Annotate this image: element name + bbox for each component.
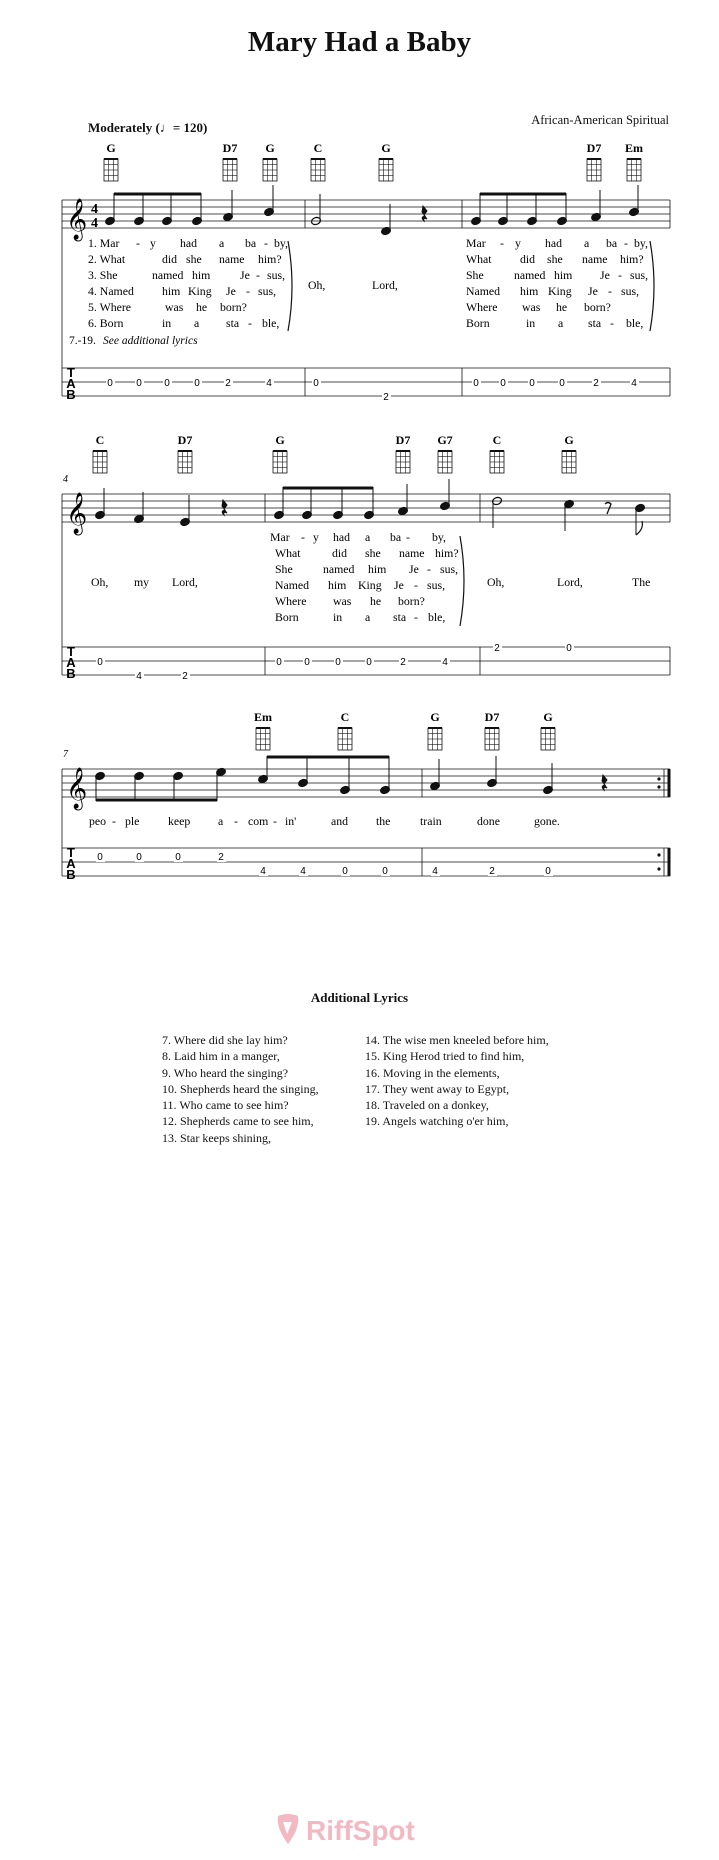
lyric-syllable: King	[358, 578, 382, 592]
lyric-syllable: -	[136, 236, 140, 250]
lyric-syllable: sta	[393, 610, 407, 624]
quarter-rest	[422, 206, 427, 221]
lyric-syllable: he	[196, 300, 208, 314]
chord-diagram	[428, 728, 442, 750]
additional-lyrics-right-column	[365, 1032, 549, 1130]
lyric-syllable: Mar	[270, 530, 290, 544]
lyric-syllable: King	[188, 284, 212, 298]
additional-lyrics-hint: See additional lyrics	[103, 335, 198, 347]
chord-name: G	[381, 141, 391, 155]
chord-name: D7	[395, 433, 411, 447]
chord-diagram	[223, 159, 237, 181]
lyric-syllable: did	[332, 546, 348, 560]
lyric-syllable: had	[333, 530, 351, 544]
lyric-syllable: Mar	[466, 236, 486, 250]
lyric-syllable: sus,	[267, 268, 286, 282]
repeat-dot	[657, 777, 660, 780]
logo-text: RiffSpot	[306, 1815, 415, 1846]
verse-bracket	[650, 241, 654, 331]
lyric-syllable: was	[333, 594, 352, 608]
lyric-syllable: sta	[226, 316, 240, 330]
lyric-syllable: sus,	[258, 284, 277, 298]
lyric-syllable: She	[275, 562, 293, 576]
tab-number: 4	[432, 866, 438, 877]
lyric-syllable: 5. Where	[88, 300, 132, 314]
lyric-syllable: -	[301, 530, 305, 544]
tab-number: 0	[97, 852, 103, 863]
chord-diagram	[263, 159, 277, 181]
repeat-dot	[657, 867, 660, 870]
lyric-syllable: Lord,	[172, 575, 198, 589]
lyric-syllable: Lord,	[557, 575, 583, 589]
tab-letter: B	[66, 867, 76, 882]
lyric-syllable: -	[264, 236, 268, 250]
lyric-syllable: gone.	[534, 814, 560, 828]
tab-letter: A	[66, 376, 76, 391]
chord-name: G	[543, 710, 553, 724]
chord-name: C	[340, 710, 350, 724]
tab-letter: A	[66, 655, 76, 670]
lyric-syllable: she	[186, 252, 202, 266]
chord-diagram	[178, 451, 192, 473]
tab-number: 0	[473, 378, 479, 389]
lyric-syllable: a	[219, 236, 225, 250]
quarter-note-icon: ♩	[159, 120, 173, 135]
tab-number: 4	[136, 671, 142, 682]
tab-number: 4	[631, 378, 637, 389]
lyric-syllable: in	[333, 610, 343, 624]
lyric-syllable: -	[618, 268, 622, 282]
lyric-syllable: The	[632, 575, 651, 589]
lyric-syllable: Where	[466, 300, 498, 314]
additional-lyric-line: 12. Shepherds came to see him,	[162, 1114, 314, 1129]
lyric-syllable: -	[610, 316, 614, 330]
lyric-syllable: keep	[168, 814, 191, 828]
tab-number: 0	[566, 643, 572, 654]
lyric-syllable: Je	[600, 268, 610, 282]
lyric-syllable: Je	[226, 284, 236, 298]
chord-diagram	[311, 159, 325, 181]
tempo-marking: Moderately (♩= 120)	[88, 120, 208, 135]
lyric-syllable: named	[152, 268, 184, 282]
lyric-syllable: him	[368, 562, 387, 576]
lyric-syllable: a	[218, 814, 224, 828]
chord-name: Em	[254, 710, 272, 724]
lyric-syllable: a	[558, 316, 564, 330]
tab-number: 0	[559, 378, 565, 389]
tab-number: 0	[529, 378, 535, 389]
lyric-syllable: Lord,	[372, 278, 398, 292]
lyric-syllable: name	[399, 546, 425, 560]
lyric-syllable: and	[331, 814, 349, 828]
chord-diagram	[490, 451, 504, 473]
lyric-syllable: -	[246, 284, 250, 298]
lyric-syllable: ble,	[428, 610, 446, 624]
tempo-bpm: = 120	[172, 120, 204, 135]
lyric-syllable: the	[376, 814, 391, 828]
additional-lyric-line: 7. Where did she lay him?	[162, 1033, 288, 1047]
tab-letter: T	[67, 845, 75, 860]
lyric-syllable: by,	[432, 530, 446, 544]
notes-system-2	[95, 479, 646, 535]
lyric-syllable: him	[554, 268, 573, 282]
chord-diagram	[256, 728, 270, 750]
lyric-syllable: What	[466, 252, 492, 266]
quarter-rest	[222, 500, 227, 515]
chord-name: C	[313, 141, 323, 155]
lyric-syllable: Oh,	[91, 575, 109, 589]
chord-diagram	[438, 451, 452, 473]
lyric-syllable: by,	[274, 236, 288, 250]
tab-number: 0	[107, 378, 113, 389]
lyric-syllable: -	[414, 578, 418, 592]
tab-number: 0	[382, 866, 388, 877]
tab-number: 2	[225, 378, 231, 389]
lyric-syllable: Je	[394, 578, 404, 592]
chord-diagram	[587, 159, 601, 181]
additional-lyric-line: 14. The wise men kneeled before him,	[365, 1033, 549, 1047]
lyric-syllable: him	[328, 578, 347, 592]
lyric-syllable: in	[162, 316, 172, 330]
additional-lyrics-note: 7.-19.	[69, 335, 96, 347]
additional-lyric-line: 19. Angels watching o'er him,	[365, 1114, 509, 1129]
verse-bracket	[460, 536, 464, 626]
lyric-syllable: a	[365, 530, 371, 544]
tab-letter: A	[66, 856, 76, 871]
repeat-dot	[657, 853, 660, 856]
lyric-syllable: Je	[409, 562, 419, 576]
chord-diagram	[104, 159, 118, 181]
chord-diagram	[273, 451, 287, 473]
lyric-syllable: sus,	[621, 284, 640, 298]
lyric-syllable: in	[526, 316, 536, 330]
lyric-syllable: a	[194, 316, 200, 330]
lyric-syllable: him?	[258, 252, 282, 266]
tab-number: 0	[276, 657, 282, 668]
lyric-syllable: com	[248, 814, 269, 828]
time-signature-bottom: 4	[91, 216, 98, 231]
lyric-syllable: name	[582, 252, 608, 266]
lyric-syllable: ba	[606, 236, 618, 250]
tab-number: 0	[342, 866, 348, 877]
lyric-syllable: was	[522, 300, 541, 314]
lyric-syllable: she	[547, 252, 563, 266]
tab-letter: T	[67, 365, 75, 380]
tab-number: 4	[266, 378, 272, 389]
tab-number: 4	[260, 866, 266, 877]
tab-number: 4	[442, 657, 448, 668]
lyric-syllable: y	[150, 236, 156, 250]
lyric-syllable: did	[520, 252, 536, 266]
additional-lyrics-heading: Additional Lyrics	[310, 990, 409, 1005]
lyric-syllable: in'	[285, 814, 297, 828]
lyrics-system-2	[91, 530, 650, 626]
tab-number: 0	[366, 657, 372, 668]
lyric-syllable: him?	[435, 546, 459, 560]
lyric-syllable: Born	[275, 610, 299, 624]
lyric-syllable: born?	[220, 300, 247, 314]
tab-number: 0	[175, 852, 181, 863]
chord-name: G	[265, 141, 275, 155]
lyric-syllable: ble,	[262, 316, 280, 330]
lyric-syllable: had	[545, 236, 563, 250]
additional-lyric-line: 15. King Herod tried to find him,	[365, 1049, 525, 1064]
chord-name: C	[492, 433, 502, 447]
lyric-syllable: was	[165, 300, 184, 314]
tab-number: 0	[136, 378, 142, 389]
lyric-syllable: him	[162, 284, 181, 298]
tab-letter: T	[67, 644, 75, 659]
lyric-syllable: he	[556, 300, 568, 314]
lyric-syllable: 2. What	[88, 252, 126, 266]
lyric-syllable: him?	[620, 252, 644, 266]
quarter-rest	[602, 775, 607, 790]
lyric-syllable: y	[515, 236, 521, 250]
additional-lyric-line: 13. Star keeps shining,	[162, 1130, 271, 1145]
chord-name: D7	[222, 141, 238, 155]
chord-diagram	[93, 451, 107, 473]
measure-number: 4	[63, 474, 68, 485]
chord-diagram	[338, 728, 352, 750]
tab-number: 0	[97, 657, 103, 668]
lyric-syllable: sus,	[630, 268, 649, 282]
tab-number: 0	[164, 378, 170, 389]
lyric-syllable: Born	[466, 316, 490, 330]
additional-lyric-line: 10. Shepherds heard the singing,	[162, 1081, 319, 1096]
lyric-syllable: sus,	[427, 578, 446, 592]
tab-number: 2	[182, 671, 188, 682]
time-signature-top: 4	[91, 202, 98, 217]
lyric-syllable: -	[112, 814, 116, 828]
treble-clef: 𝄞	[66, 493, 88, 533]
lyric-syllable: a	[365, 610, 371, 624]
lyric-syllable: Oh,	[308, 278, 326, 292]
lyric-syllable: ble,	[626, 316, 644, 330]
lyric-syllable: done	[477, 814, 500, 828]
verse-bracket	[288, 241, 292, 331]
guitar-pick-icon	[278, 1814, 299, 1844]
chord-row-3	[254, 710, 555, 750]
lyric-syllable: had	[180, 236, 198, 250]
lyric-syllable: -	[406, 530, 410, 544]
staff-1	[62, 200, 670, 396]
lyric-syllable: -	[414, 610, 418, 624]
tab-number: 2	[383, 392, 389, 403]
additional-lyric-line: 9. Who heard the singing?	[162, 1065, 289, 1080]
lyric-syllable: -	[624, 236, 628, 250]
lyric-syllable: born?	[584, 300, 611, 314]
lyric-syllable: -	[256, 268, 260, 282]
lyric-syllable: sus,	[440, 562, 459, 576]
chord-diagram	[541, 728, 555, 750]
lyric-syllable: Named	[275, 578, 310, 592]
tempo-label: Moderately	[88, 120, 153, 135]
chord-name: G	[106, 141, 116, 155]
tab-staff-1	[62, 368, 670, 396]
lyric-syllable: She	[466, 268, 484, 282]
lyric-syllable: him	[520, 284, 539, 298]
chord-row-1	[104, 141, 643, 181]
notes-system-3	[95, 756, 607, 801]
tab-number: 2	[400, 657, 406, 668]
tab-number: 0	[304, 657, 310, 668]
chord-row-2	[93, 433, 576, 473]
lyric-syllable: Named	[466, 284, 501, 298]
lyric-syllable: my	[134, 575, 150, 589]
lyric-syllable: -	[500, 236, 504, 250]
chord-diagram	[379, 159, 393, 181]
lyric-syllable: 6. Born	[88, 316, 124, 330]
tab-number: 2	[218, 852, 224, 863]
lyric-syllable: -	[427, 562, 431, 576]
tab-number: 2	[593, 378, 599, 389]
additional-lyric-line: 16. Moving in the elements,	[365, 1065, 500, 1080]
tab-number: 0	[313, 378, 319, 389]
chord-name: G	[430, 710, 440, 724]
chord-diagram	[627, 159, 641, 181]
chord-name: D7	[586, 141, 602, 155]
lyric-syllable: named	[514, 268, 546, 282]
lyric-syllable: train	[420, 814, 442, 828]
tab-number: 4	[300, 866, 306, 877]
chord-diagram	[562, 451, 576, 473]
lyric-syllable: ba	[390, 530, 402, 544]
lyric-syllable: sta	[588, 316, 602, 330]
lyric-syllable: him	[192, 268, 211, 282]
lyric-syllable: Oh,	[487, 575, 505, 589]
chord-name: D7	[177, 433, 193, 447]
lyric-syllable: name	[219, 252, 245, 266]
tab-number: 0	[500, 378, 506, 389]
additional-lyric-line: 17. They went away to Egypt,	[365, 1081, 510, 1096]
additional-lyric-line: 8. Laid him in a manger,	[162, 1049, 280, 1064]
chord-diagram	[485, 728, 499, 750]
lyric-syllable: Where	[275, 594, 307, 608]
chord-name: C	[95, 433, 105, 447]
tab-number: 2	[489, 866, 495, 877]
staff-3	[62, 769, 670, 876]
tab-letter: B	[66, 387, 76, 402]
tab-number: 0	[136, 852, 142, 863]
lyric-syllable: King	[548, 284, 572, 298]
chord-name: G	[275, 433, 285, 447]
lyric-syllable: peo	[89, 814, 107, 828]
tab-number: 2	[494, 643, 500, 654]
lyric-syllable: -	[248, 316, 252, 330]
lyric-syllable: by,	[634, 236, 648, 250]
lyric-syllable: Je	[588, 284, 598, 298]
lyric-syllable: ba	[245, 236, 257, 250]
lyric-syllable: What	[275, 546, 301, 560]
lyrics-system-3	[89, 814, 560, 828]
lyric-syllable: -	[608, 284, 612, 298]
lyric-syllable: did	[162, 252, 178, 266]
lyric-syllable: named	[323, 562, 355, 576]
lyric-syllable: ple	[125, 814, 140, 828]
treble-clef: 𝄞	[66, 199, 88, 239]
lyric-syllable: 1. Mar	[88, 236, 120, 250]
riffspot-logo[interactable]	[270, 1812, 450, 1848]
tab-letter: B	[66, 666, 76, 681]
chord-diagram	[396, 451, 410, 473]
chord-name: D7	[484, 710, 500, 724]
song-title: Mary Had a Baby	[247, 26, 472, 58]
repeat-dot	[657, 785, 660, 788]
tab-number: 0	[194, 378, 200, 389]
lyric-syllable: 4. Named	[88, 284, 134, 298]
tab-number: 0	[545, 866, 551, 877]
lyric-syllable: 3. She	[88, 268, 118, 282]
chord-name: G	[564, 433, 574, 447]
tab-numbers-3	[96, 852, 553, 877]
lyric-syllable: y	[313, 530, 319, 544]
lyric-syllable: born?	[398, 594, 425, 608]
tab-staff-3	[62, 848, 670, 876]
lyric-syllable: a	[584, 236, 590, 250]
composer: African-American Spiritual	[531, 113, 669, 127]
additional-lyric-line: 18. Traveled on a donkey,	[365, 1098, 489, 1113]
lyric-syllable: -	[234, 814, 238, 828]
chord-name: Em	[625, 141, 643, 155]
lyrics-system-1	[69, 236, 654, 347]
additional-lyric-line: 11. Who came to see him?	[162, 1098, 289, 1113]
chord-name: G7	[437, 433, 453, 447]
lyric-syllable: -	[273, 814, 277, 828]
lyric-syllable: she	[365, 546, 381, 560]
measure-number: 7	[63, 749, 68, 760]
lyric-syllable: he	[370, 594, 382, 608]
treble-clef: 𝄞	[66, 768, 88, 808]
additional-lyrics-left-column	[162, 1032, 319, 1146]
tab-number: 0	[335, 657, 341, 668]
tab-numbers-2	[96, 643, 574, 682]
lyric-syllable: Je	[240, 268, 250, 282]
